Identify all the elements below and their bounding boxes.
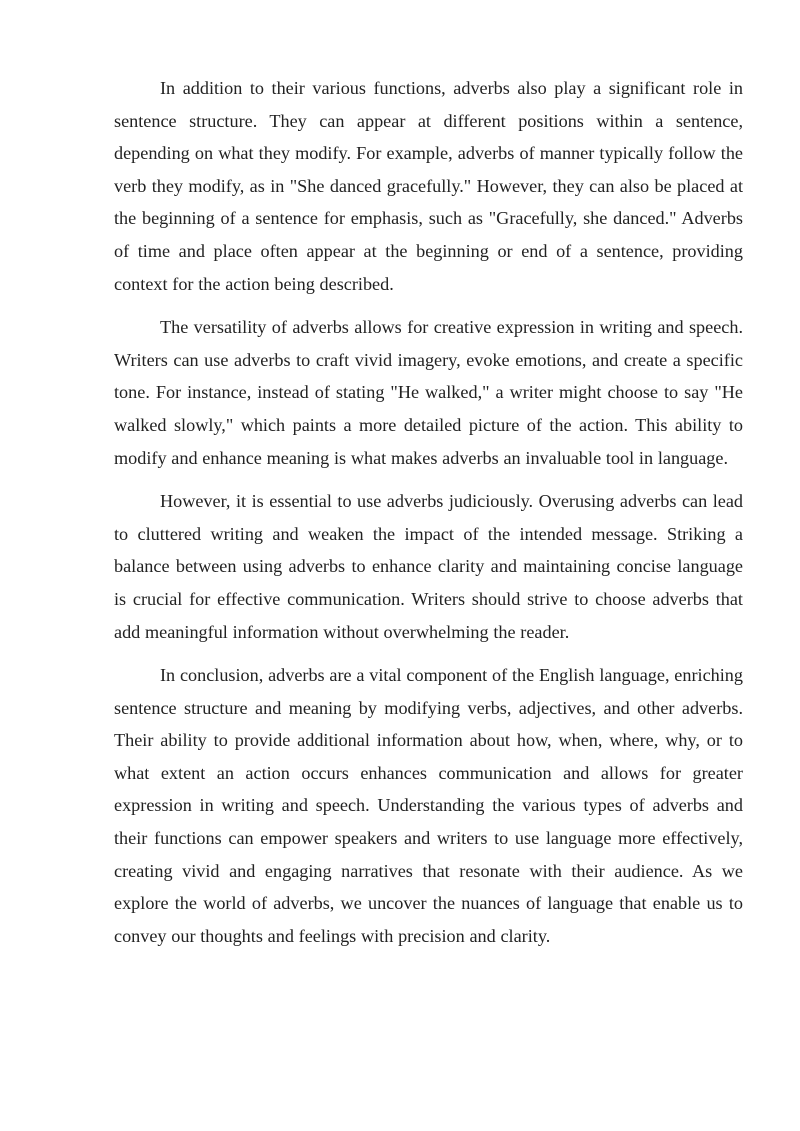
paragraph-judicious-use: However, it is essential to use adverbs judiciously. Overusing adverbs can lead to cluttered writing and weaken the impact of the intended message. Striking a balance between using adverbs to enhance clarity and maintaining concise language is crucial for effective communication. Writers should strive to choose adverbs that add meaningful information without overwhelming the reader.: [114, 491, 743, 642]
paragraph-sentence-structure: In addition to their various functions, adverbs also play a significant role in sentence structure. They can appear at different positions within a sentence, depending on what they modify. For example, adverbs of manner typically follow the verb they modify, as in "She danced gracefully." However, they can also be placed at the beginning of a sentence for emphasis, such as "Gracefully, she danced." Adverbs of time and place often appear at the beginning or end of a sentence, providing context for the action being described.: [114, 78, 743, 294]
paragraph-versatility: The versatility of adverbs allows for creative expression in writing and speech. Writers can use adverbs to craft vivid imagery, evoke emotions, and create a specific tone. For instance, instead of stating "He walked," a writer might choose to say "He walked slowly," which paints a more detailed picture of the action. This ability to modify and enhance meaning is what makes adverbs an invaluable tool in language.: [114, 317, 743, 468]
paragraph-conclusion: In conclusion, adverbs are a vital component of the English language, enriching sentence structure and meaning by modifying verbs, adjectives, and other adverbs. Their ability to provide additional information about how, when, where, why, or to what extent an action occurs enhances communication and allows for greater expression in writing and speech. Understanding the various types of adverbs and their functions can empower speakers and writers to use language more effectively, creating vivid and engaging narratives that resonate with their audience. As we explore the world of adverbs, we uncover the nuances of language that enable us to convey our thoughts and feelings with precision and clarity.: [114, 665, 743, 946]
document-body: [114, 72, 743, 963]
